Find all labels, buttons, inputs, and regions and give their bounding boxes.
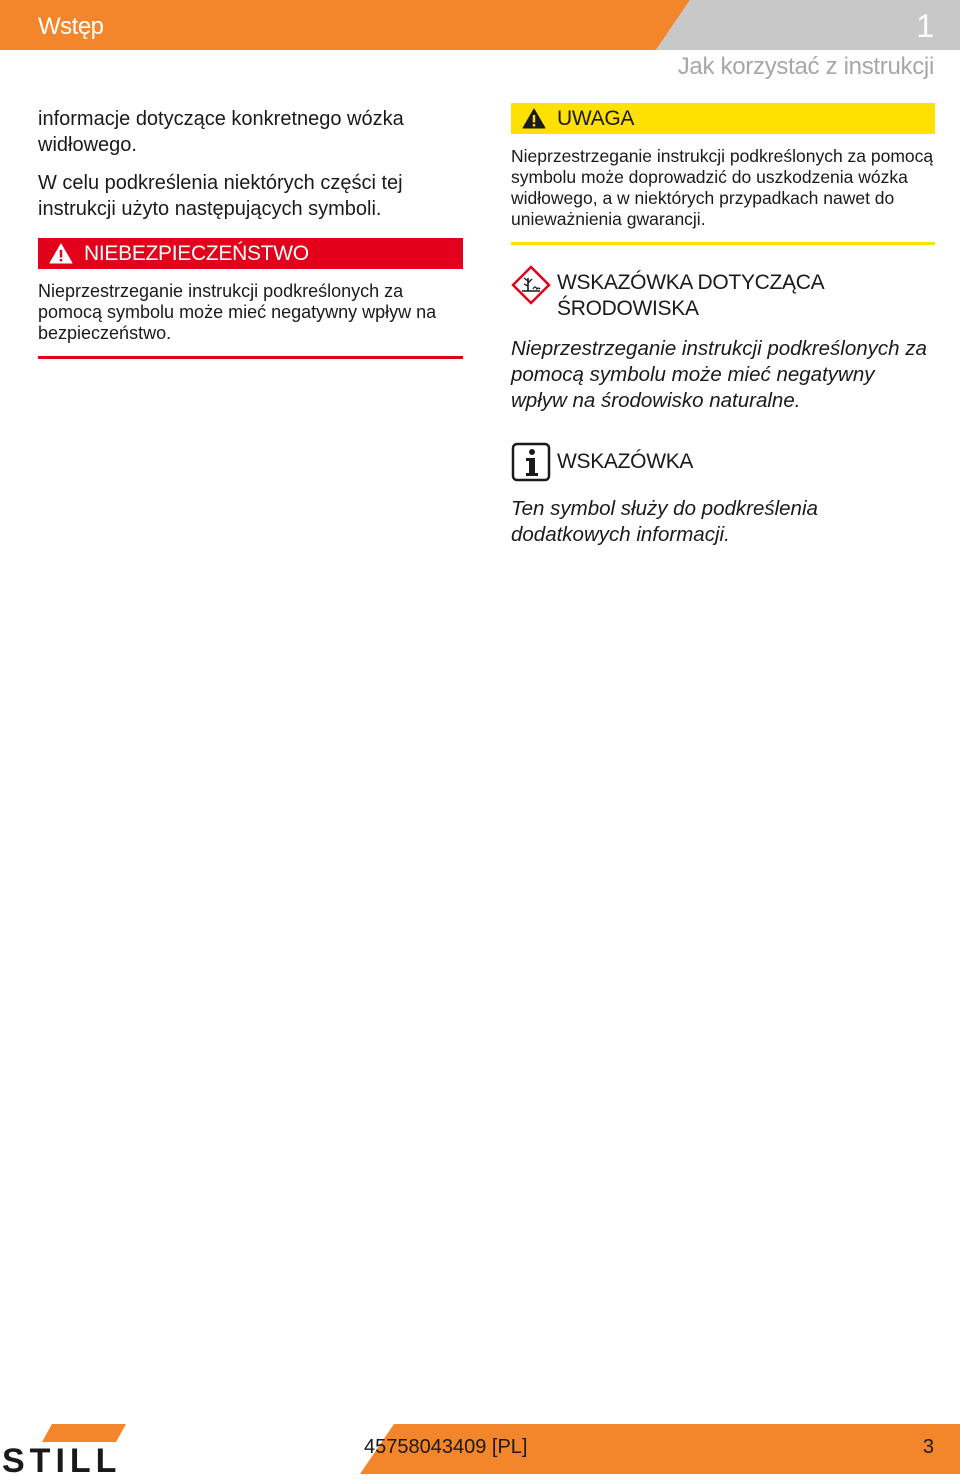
page-footer [0, 1424, 960, 1474]
environment-note-header [511, 265, 935, 322]
left-column [38, 106, 463, 359]
warning-label: UWAGA [557, 106, 635, 130]
environment-note-text: Nieprzestrzeganie instrukcji podkreślonych za pomocą symbolu może mieć negatywny wpływ na środowisko naturalne. [511, 337, 927, 412]
chapter-title: Wstęp [38, 13, 104, 40]
danger-banner [38, 238, 463, 269]
warning-rule [511, 242, 935, 245]
info-note-text: Ten symbol służy do podkreślenia dodatkowych informacji. [511, 497, 818, 546]
page-header [0, 0, 960, 50]
environment-note-title: WSKAZÓWKA DOTYCZĄCA ŚRODOWISKA [557, 271, 824, 320]
warning-triangle-icon [511, 108, 557, 129]
info-note-title: WSKAZÓWKA [557, 450, 694, 473]
warning-banner [511, 103, 935, 134]
right-column [511, 103, 935, 548]
chapter-number: 1 [916, 8, 934, 44]
warning-triangle-icon [38, 243, 84, 264]
page-number: 3 [922, 1436, 934, 1458]
intro-paragraph-1: informacje dotyczące konkretnego wózka widłowego. [38, 108, 404, 156]
still-logo [0, 1424, 180, 1474]
intro-paragraph-2: W celu podkreślenia niektórych części tej instrukcji użyto następujących symboli. [38, 172, 403, 220]
warning-text: Nieprzestrzeganie instrukcji podkreślonych za pomocą symbolu może doprowadzić do uszkodzenia wózka widłowego, a w niektórych przypadkach nawet do unieważnienia gwarancji. [511, 146, 934, 229]
logo-text: STILL [2, 1442, 122, 1474]
header-gray-band [656, 0, 960, 50]
danger-text: Nieprzestrzeganie instrukcji podkreślonych za pomocą symbolu może mieć negatywny wpływ na bezpieczeństwo. [38, 281, 437, 343]
danger-rule [38, 356, 463, 359]
info-note-header [511, 442, 935, 482]
section-title: Jak korzystać z instrukcji [677, 53, 934, 80]
environment-hazard-icon [511, 265, 551, 305]
info-icon [511, 442, 551, 482]
danger-label: NIEBEZPIECZEŃSTWO [84, 241, 309, 265]
document-code: 45758043409 [PL] [364, 1436, 528, 1458]
